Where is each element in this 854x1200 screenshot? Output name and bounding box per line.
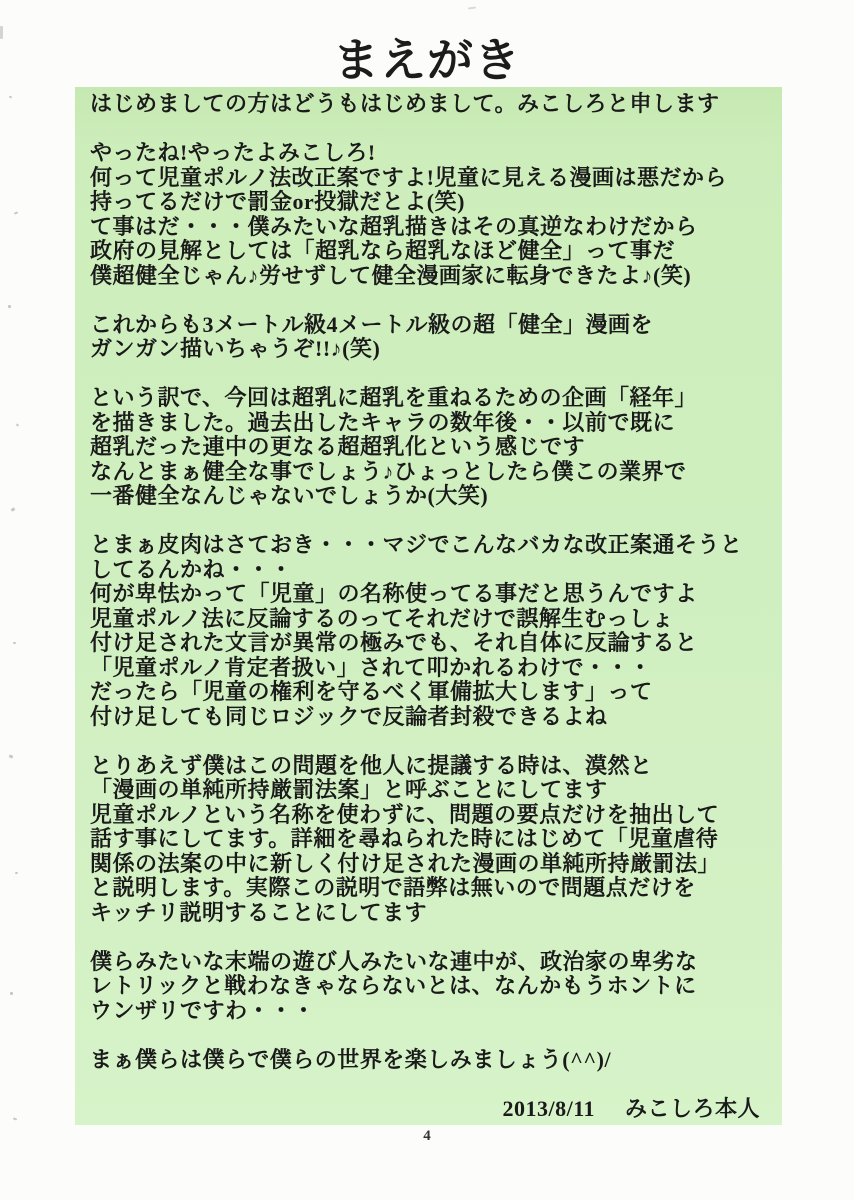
preface-paragraph	[90, 92, 772, 117]
text-line: 児童ポルノ法に反論するのってそれだけで誤解生むっしょ	[90, 605, 674, 631]
text-line: とりあえず僕はこの問題を他人に提議する時は、漠然と	[90, 752, 653, 778]
text-line: 関係の法案の中に新しく付け足された漫画の単純所持厳罰法」	[90, 850, 721, 876]
text-line: 何が卑怯かって「児童」の名称使ってる事だと思うんですよ	[90, 581, 698, 606]
scan-speck	[14, 211, 18, 214]
signature-line	[90, 1097, 772, 1122]
preface-paragraph	[90, 754, 772, 926]
text-line: ガンガン描いちゃうぞ!!♪(笑)	[90, 336, 381, 361]
scan-speck	[9, 95, 13, 98]
text-line: やったね!やったよみこしろ!	[90, 140, 376, 165]
text-line: 「漫画の単純所持厳罰法案」と呼ぶことにしてます	[90, 777, 608, 802]
text-line: という訳で、今回は超乳に超乳を重ねるための企画「経年」	[90, 385, 698, 410]
scan-speck	[16, 423, 20, 426]
text-line: 持ってるだけで罰金or投獄だとよ(笑)	[90, 189, 465, 214]
text-line: を描きました。過去出したキャラの数年後・・以前で既に	[90, 409, 676, 435]
scan-speck	[0, 26, 3, 39]
text-line: て事はだ・・・僕みたいな超乳描きはその真逆なわけだから	[90, 213, 698, 239]
text-line: 何って児童ポルノ法改正案ですよ!児童に見える漫画は悪だから	[90, 164, 727, 190]
text-line: 「児童ポルノ肯定者扱い」されて叩かれるわけで・・・	[90, 654, 652, 680]
preface-paragraph	[90, 1048, 772, 1073]
text-line: 僕らみたいな末端の遊び人みたいな連中が、政治家の卑劣な	[90, 948, 698, 974]
text-line: 児童ポルノという名称を使わずに、問題の要点だけを抽出して	[90, 801, 720, 827]
text-line: 政府の見解としては「超乳なら超乳なほど健全」って事だ	[90, 238, 676, 263]
text-line: はじめましての方はどうもはじめまして。みこしろと申します	[90, 91, 720, 116]
preface-paragraph	[90, 950, 772, 1024]
scan-speck	[15, 872, 18, 875]
preface-paragraph	[90, 313, 772, 362]
text-line: 一番健全なんじゃないでしょうか(大笑)	[90, 483, 489, 508]
text-line: レトリックと戦わなきゃならないとは、なんかもうホントに	[90, 973, 697, 998]
preface-paragraph	[90, 533, 772, 729]
preface-paragraph	[90, 141, 772, 288]
scan-speck	[11, 507, 16, 512]
scan-speck	[8, 305, 11, 308]
text-line: 僕超健全じゃん♪労せずして健全漫画家に転身できたよ♪(笑)	[90, 262, 692, 288]
text-line: してるんかね・・・	[90, 556, 293, 582]
text-line: キッチリ説明することにしてます	[90, 899, 428, 925]
preface-panel	[75, 87, 782, 1125]
text-line: 超乳だった連中の更なる超超乳化という感じです	[90, 434, 586, 459]
scan-speck	[13, 1117, 17, 1120]
text-line: だったら「児童の権利を守るべく軍備拡大します」って	[90, 679, 653, 704]
text-line: とまぁ皮肉はさておき・・・マジでこんなバカな改正案通そうと	[90, 532, 743, 557]
text-line: なんとまぁ健全な事でしょう♪ひょっとしたら僕この業界で	[90, 458, 687, 484]
text-line: 付け足しても同じロジックで反論者封殺できるよね	[90, 703, 608, 729]
text-line: 付け足された文言が異常の極みでも、それ自体に反論すると	[90, 630, 698, 655]
text-line: まぁ僕らは僕らで僕らの世界を楽しみましょう(^^)/	[90, 1046, 612, 1072]
preface-paragraph	[90, 386, 772, 509]
signature-author: みこしろ本人	[624, 1095, 760, 1121]
scan-speck	[13, 642, 16, 644]
scan-speck	[9, 754, 14, 758]
signature-date: 2013/8/11	[502, 1095, 595, 1121]
text-line: と説明します。実際この説明で語弊は無いので問題点だけを	[90, 875, 696, 900]
scan-speck	[10, 992, 13, 995]
text-line: ウンザリですわ・・・	[90, 997, 316, 1023]
scan-speck	[468, 6, 476, 9]
page-title: まえがき	[333, 35, 521, 86]
text-line: 話す事にしてます。詳細を尋ねられた時にはじめて「児童虐待	[90, 826, 719, 851]
page-number: 4	[423, 1128, 431, 1144]
text-line: これからも3メートル級4メートル級の超「健全」漫画を	[90, 311, 654, 337]
